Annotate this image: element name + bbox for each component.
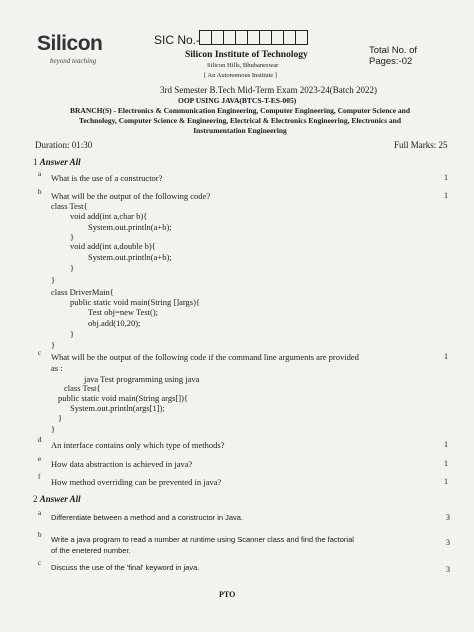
code-line: class Test{: [51, 201, 88, 211]
code-line: class Test{: [64, 383, 101, 393]
question-text-cont: as :: [51, 363, 63, 373]
question-mark: 3: [446, 538, 450, 547]
code-line: }: [58, 413, 63, 423]
code-line: class DriverMain{: [51, 287, 114, 297]
code-line: System.out.println(a+b);: [88, 222, 172, 232]
question-letter: f: [38, 473, 41, 481]
code-line: public static void main(String args[]){: [58, 393, 188, 403]
code-line: System.out.println(a+b);: [88, 252, 172, 262]
full-marks: Full Marks: 25: [394, 140, 448, 150]
question-mark: 3: [446, 565, 450, 574]
question-letter: a: [38, 509, 42, 517]
section-number: 1: [33, 157, 38, 167]
question-text: Write a java program to read a number at runtime using Scanner class and find the factorial: [51, 535, 354, 544]
sic-number-boxes: [199, 30, 307, 45]
section-1-heading: [33, 157, 81, 167]
branch-list: [40, 106, 440, 136]
total-pages: Total No. of Pages:-02: [369, 45, 418, 67]
code-line: }: [51, 340, 56, 350]
logo-tagline: beyond teaching: [50, 57, 97, 65]
code-line: }: [51, 424, 56, 434]
question-text: What will be the output of the following code?: [51, 191, 211, 201]
section-number: 2: [33, 494, 38, 504]
code-line: void add(int a,char b){: [70, 211, 148, 221]
question-mark: 1: [444, 477, 448, 486]
code-line: }: [70, 263, 75, 273]
institute-logo: Silicon: [37, 32, 103, 55]
branch-line: Technology, Computer Science & Engineering, Electrical & Electronics Engineering, Electronics and: [79, 116, 401, 125]
code-line: Test obj=new Test();: [88, 307, 159, 317]
question-text-cont: of the enetered number.: [51, 546, 131, 555]
question-letter: b: [38, 531, 42, 539]
section-2-heading: [33, 494, 81, 504]
branch-line: Instrumentation Engineering: [193, 126, 287, 135]
question-letter: e: [38, 455, 42, 463]
question-text: Discuss the use of the 'final' keyword in java.: [51, 563, 200, 572]
code-line: java Test programming using java: [84, 374, 200, 384]
section-title: Answer All: [39, 494, 81, 504]
question-letter: b: [38, 188, 42, 196]
sic-digit-box: [295, 30, 308, 45]
pto-label: PTO: [219, 590, 236, 599]
question-text: What will be the output of the following code if the command line arguments are provided: [51, 352, 359, 362]
code-line: public static void main(String []args){: [70, 297, 200, 307]
question-letter: c: [38, 349, 42, 357]
question-text: An interface contains only which type of methods?: [51, 440, 225, 450]
branch-line: BRANCH(S) - Electronics & Communication Engineering, Computer Engineering, Computer Science and: [70, 106, 410, 115]
duration: Duration: 01:30: [35, 140, 93, 150]
institute-name: Silicon Institute of Technology: [185, 50, 308, 60]
question-mark: 3: [446, 513, 450, 522]
question-mark: 1: [444, 191, 448, 200]
institute-status: [ An Autonomous Institute ]: [204, 72, 277, 79]
institute-location: Silicon Hills, Bhubaneswar: [207, 62, 279, 69]
question-letter: a: [38, 170, 42, 178]
question-text: Differentiate between a method and a constructor in Java.: [51, 513, 244, 522]
question-letter: c: [38, 559, 42, 567]
code-line: void add(int a,double b){: [70, 241, 156, 251]
code-line: }: [51, 275, 56, 285]
section-title: Answer All: [39, 157, 81, 167]
question-mark: 1: [444, 440, 448, 449]
question-letter: d: [38, 436, 42, 444]
question-mark: 1: [444, 352, 448, 361]
question-text: How method overriding can be prevented in java?: [51, 477, 222, 487]
question-text: What is the use of a constructor?: [51, 173, 163, 183]
question-text: How data abstraction is achieved in java?: [51, 459, 193, 469]
code-line: }: [70, 232, 75, 242]
code-line: obj.add(10,20);: [88, 318, 141, 328]
question-mark: 1: [444, 173, 448, 182]
code-line: }: [70, 329, 75, 339]
sic-label: SIC No.-: [154, 33, 201, 47]
exam-title: 3rd Semester B.Tech Mid-Term Exam 2023-24(Batch 2022): [160, 85, 377, 95]
question-mark: 1: [444, 459, 448, 468]
code-line: System.out.println(args[1]);: [70, 403, 165, 413]
subject-title: OOP USING JAVA(BTCS-T-ES-005): [178, 96, 297, 105]
